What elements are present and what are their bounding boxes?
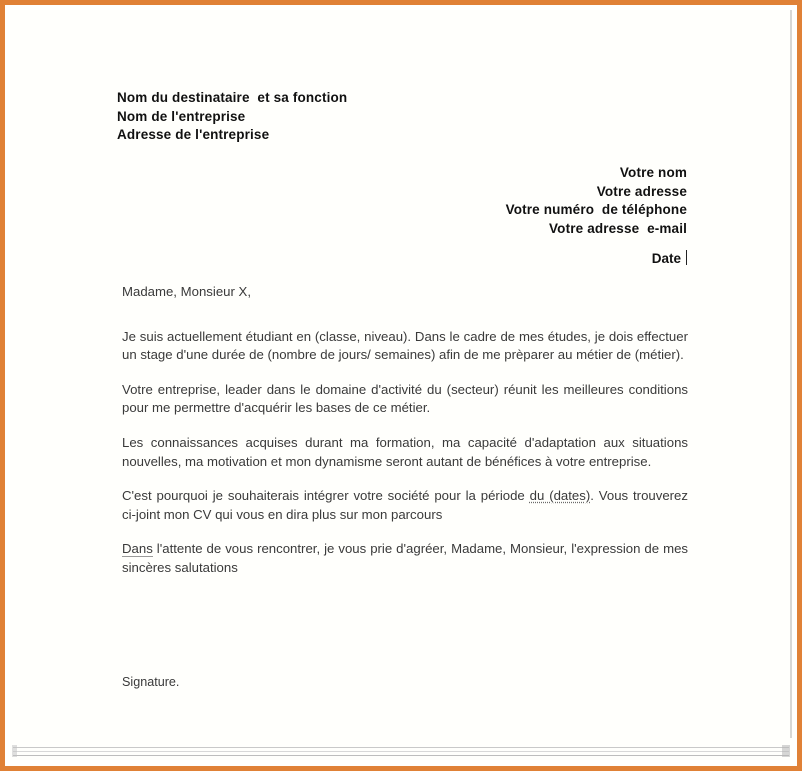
document-content — [5, 5, 797, 766]
date-line — [652, 250, 687, 266]
recipient-company-name: Nom de l'entreprise — [117, 108, 246, 124]
body-paragraph-5 — [122, 540, 688, 577]
body-paragraph-4 — [122, 487, 688, 524]
body-paragraph-1: Je suis actuellement étudiant en (classe, niveau). Dans le cadre de mes études, je dois effectuer un stage d'une durée de (nombre de jours/ semaines) afin de me prèparer au métier de (métier). — [122, 328, 688, 363]
paragraph-4-text-end: . Vous trouverez ci-joint mon CV qui vous en dira plus sur mon parcours — [122, 488, 688, 522]
date-label: Date — [651, 251, 681, 266]
date-placeholder-token: du (dates) — [529, 488, 591, 504]
scan-line-artifact — [13, 747, 789, 748]
sender-address: Votre adresse — [596, 183, 687, 199]
sender-phone-number: Votre numéro de téléphone — [505, 202, 687, 217]
recipient-address-block — [117, 89, 347, 145]
body-paragraph-2: Votre entreprise, leader dans le domaine d'activité du (secteur) réunit les meilleures conditions pour me permettre d'acquérir les bases de ce métier. — [122, 381, 688, 416]
scan-edge-artifact-right — [782, 745, 790, 757]
scan-line-artifact — [13, 751, 789, 752]
sender-contact-block — [506, 164, 687, 238]
recipient-company-address: Adresse de l'entreprise — [117, 127, 270, 142]
salutation-line: Madame, Monsieur X, — [122, 284, 251, 299]
recipient-name-and-role: Nom du destinataire et sa fonction — [117, 90, 348, 105]
paragraph-5-lead-word: Dans — [122, 541, 153, 557]
letter-body — [122, 283, 688, 578]
body-paragraph-3: Les connaissances acquises durant ma formation, ma capacité d'adaptation aux situations nouvelles, ma motivation et mon dynamisme seront autant de bénéfices à votre entreprise. — [122, 434, 688, 469]
sender-name: Votre nom — [619, 165, 687, 180]
signature-label: Signature. — [122, 675, 180, 689]
scan-edge-artifact-left — [12, 745, 17, 757]
text-cursor-caret — [686, 250, 687, 265]
sender-email-address: Votre adresse e-mail — [549, 220, 687, 236]
paragraph-4-text-start: C'est pourquoi je souhaiterais intégrer votre société pour la période — [122, 488, 530, 504]
paragraph-5-text: l'attente de vous rencontrer, je vous prie d'agréer, Madame, Monsieur, l'expression de mes sincères salutations — [122, 541, 688, 575]
scan-line-artifact — [13, 755, 789, 756]
scan-seam-artifact — [790, 10, 792, 738]
